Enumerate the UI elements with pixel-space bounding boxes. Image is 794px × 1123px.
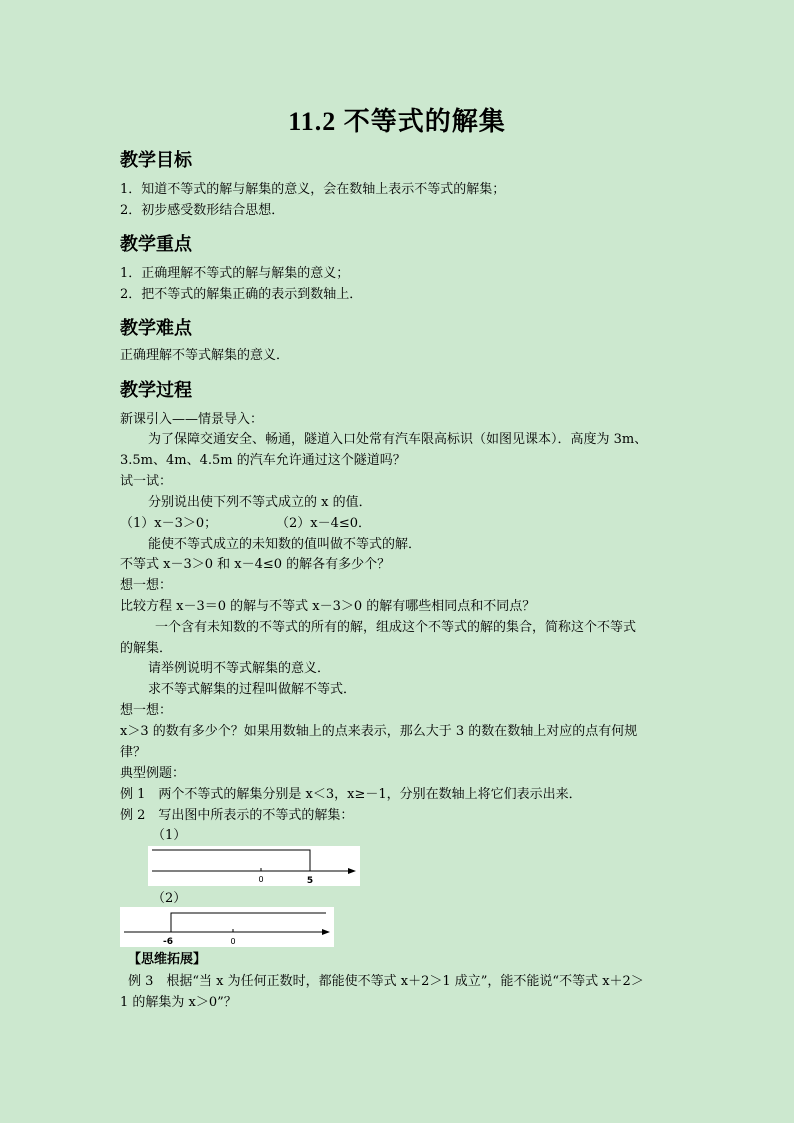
tick-label: -6	[163, 937, 173, 947]
tick-label: 5	[306, 876, 314, 886]
process-line: 请举例说明不等式解集的意义．	[148, 661, 331, 676]
figure-label: （2）	[152, 891, 187, 906]
process-line: 分别说出使下列不等式成立的 x 的值．	[148, 495, 372, 510]
process-line: 为了保障交通安全、畅通，隧道入口处常有汽车限高标识（如图见课本）．高度为 3m、	[148, 432, 648, 447]
process-line: 律？	[120, 745, 147, 760]
process-line: 想一想：	[120, 578, 173, 593]
process-line: 例 1 两个不等式的解集分别是 x＜3，x≥－1，分别在数轴上将它们表示出来．	[120, 787, 582, 802]
process-line: 求不等式解集的过程叫做解不等式．	[148, 682, 357, 697]
process-line: 想一想：	[120, 703, 173, 718]
section-heading-key: 教学重点	[120, 234, 192, 255]
process-line: 典型例题：	[120, 766, 186, 781]
process-line: 比较方程 x－3＝0 的解与不等式 x－3＞0 的解有哪些相同点和不同点？	[120, 599, 536, 614]
goal-item: 2．初步感受数形结合思想．	[120, 203, 285, 218]
process-line: （2）x－4≤0．	[276, 516, 372, 531]
process-line: 的解集．	[120, 641, 173, 656]
figure-label: （1）	[152, 828, 187, 843]
process-line: 一个含有未知数的不等式的所有的解，组成这个不等式的解的集合，简称这个不等式	[155, 620, 637, 635]
process-line: 例 3 根据“当 x 为任何正数时，都能使不等式 x＋2＞1 成立”，能不能说“不等式 x＋2＞	[128, 974, 644, 989]
number-line-figure-2	[120, 907, 334, 947]
section-heading-difficult: 教学难点	[120, 318, 192, 339]
section-heading-goals: 教学目标	[120, 150, 192, 171]
process-line: 1 的解集为 x＞0”？	[120, 995, 237, 1010]
key-item: 1．正确理解不等式的解与解集的意义；	[120, 266, 350, 281]
process-line: 3.5m、4m、4.5m 的汽车允许通过这个隧道吗？	[120, 453, 406, 468]
page-title: 11.2 不等式的解集	[288, 107, 506, 136]
extension-heading: 【思维拓展】	[128, 952, 207, 967]
figure-background	[148, 846, 360, 886]
section-heading-process: 教学过程	[120, 380, 192, 401]
process-line: 能使不等式成立的未知数的值叫做不等式的解．	[148, 537, 422, 552]
process-line: 新课引入——情景导入：	[120, 412, 264, 427]
process-line: 试一试：	[120, 474, 173, 489]
number-line-figure-1	[148, 846, 360, 886]
process-line: 不等式 x－3＞0 和 x－4≤0 的解各有多少个？	[120, 557, 391, 572]
difficult-item: 正确理解不等式解集的意义．	[120, 348, 290, 363]
process-line: x＞3 的数有多少个？如果用数轴上的点来表示，那么大于 3 的数在数轴上对应的点有何规	[120, 724, 638, 739]
process-line: 例 2 写出图中所表示的不等式的解集：	[120, 808, 354, 823]
goal-item: 1．知道不等式的解与解集的意义，会在数轴上表示不等式的解集；	[120, 182, 506, 197]
process-line: （1）x－3＞0；	[120, 516, 218, 531]
tick-label: 0	[258, 875, 264, 884]
tick-label: 0	[230, 937, 236, 946]
key-item: 2．把不等式的解集正确的表示到数轴上．	[120, 287, 363, 302]
